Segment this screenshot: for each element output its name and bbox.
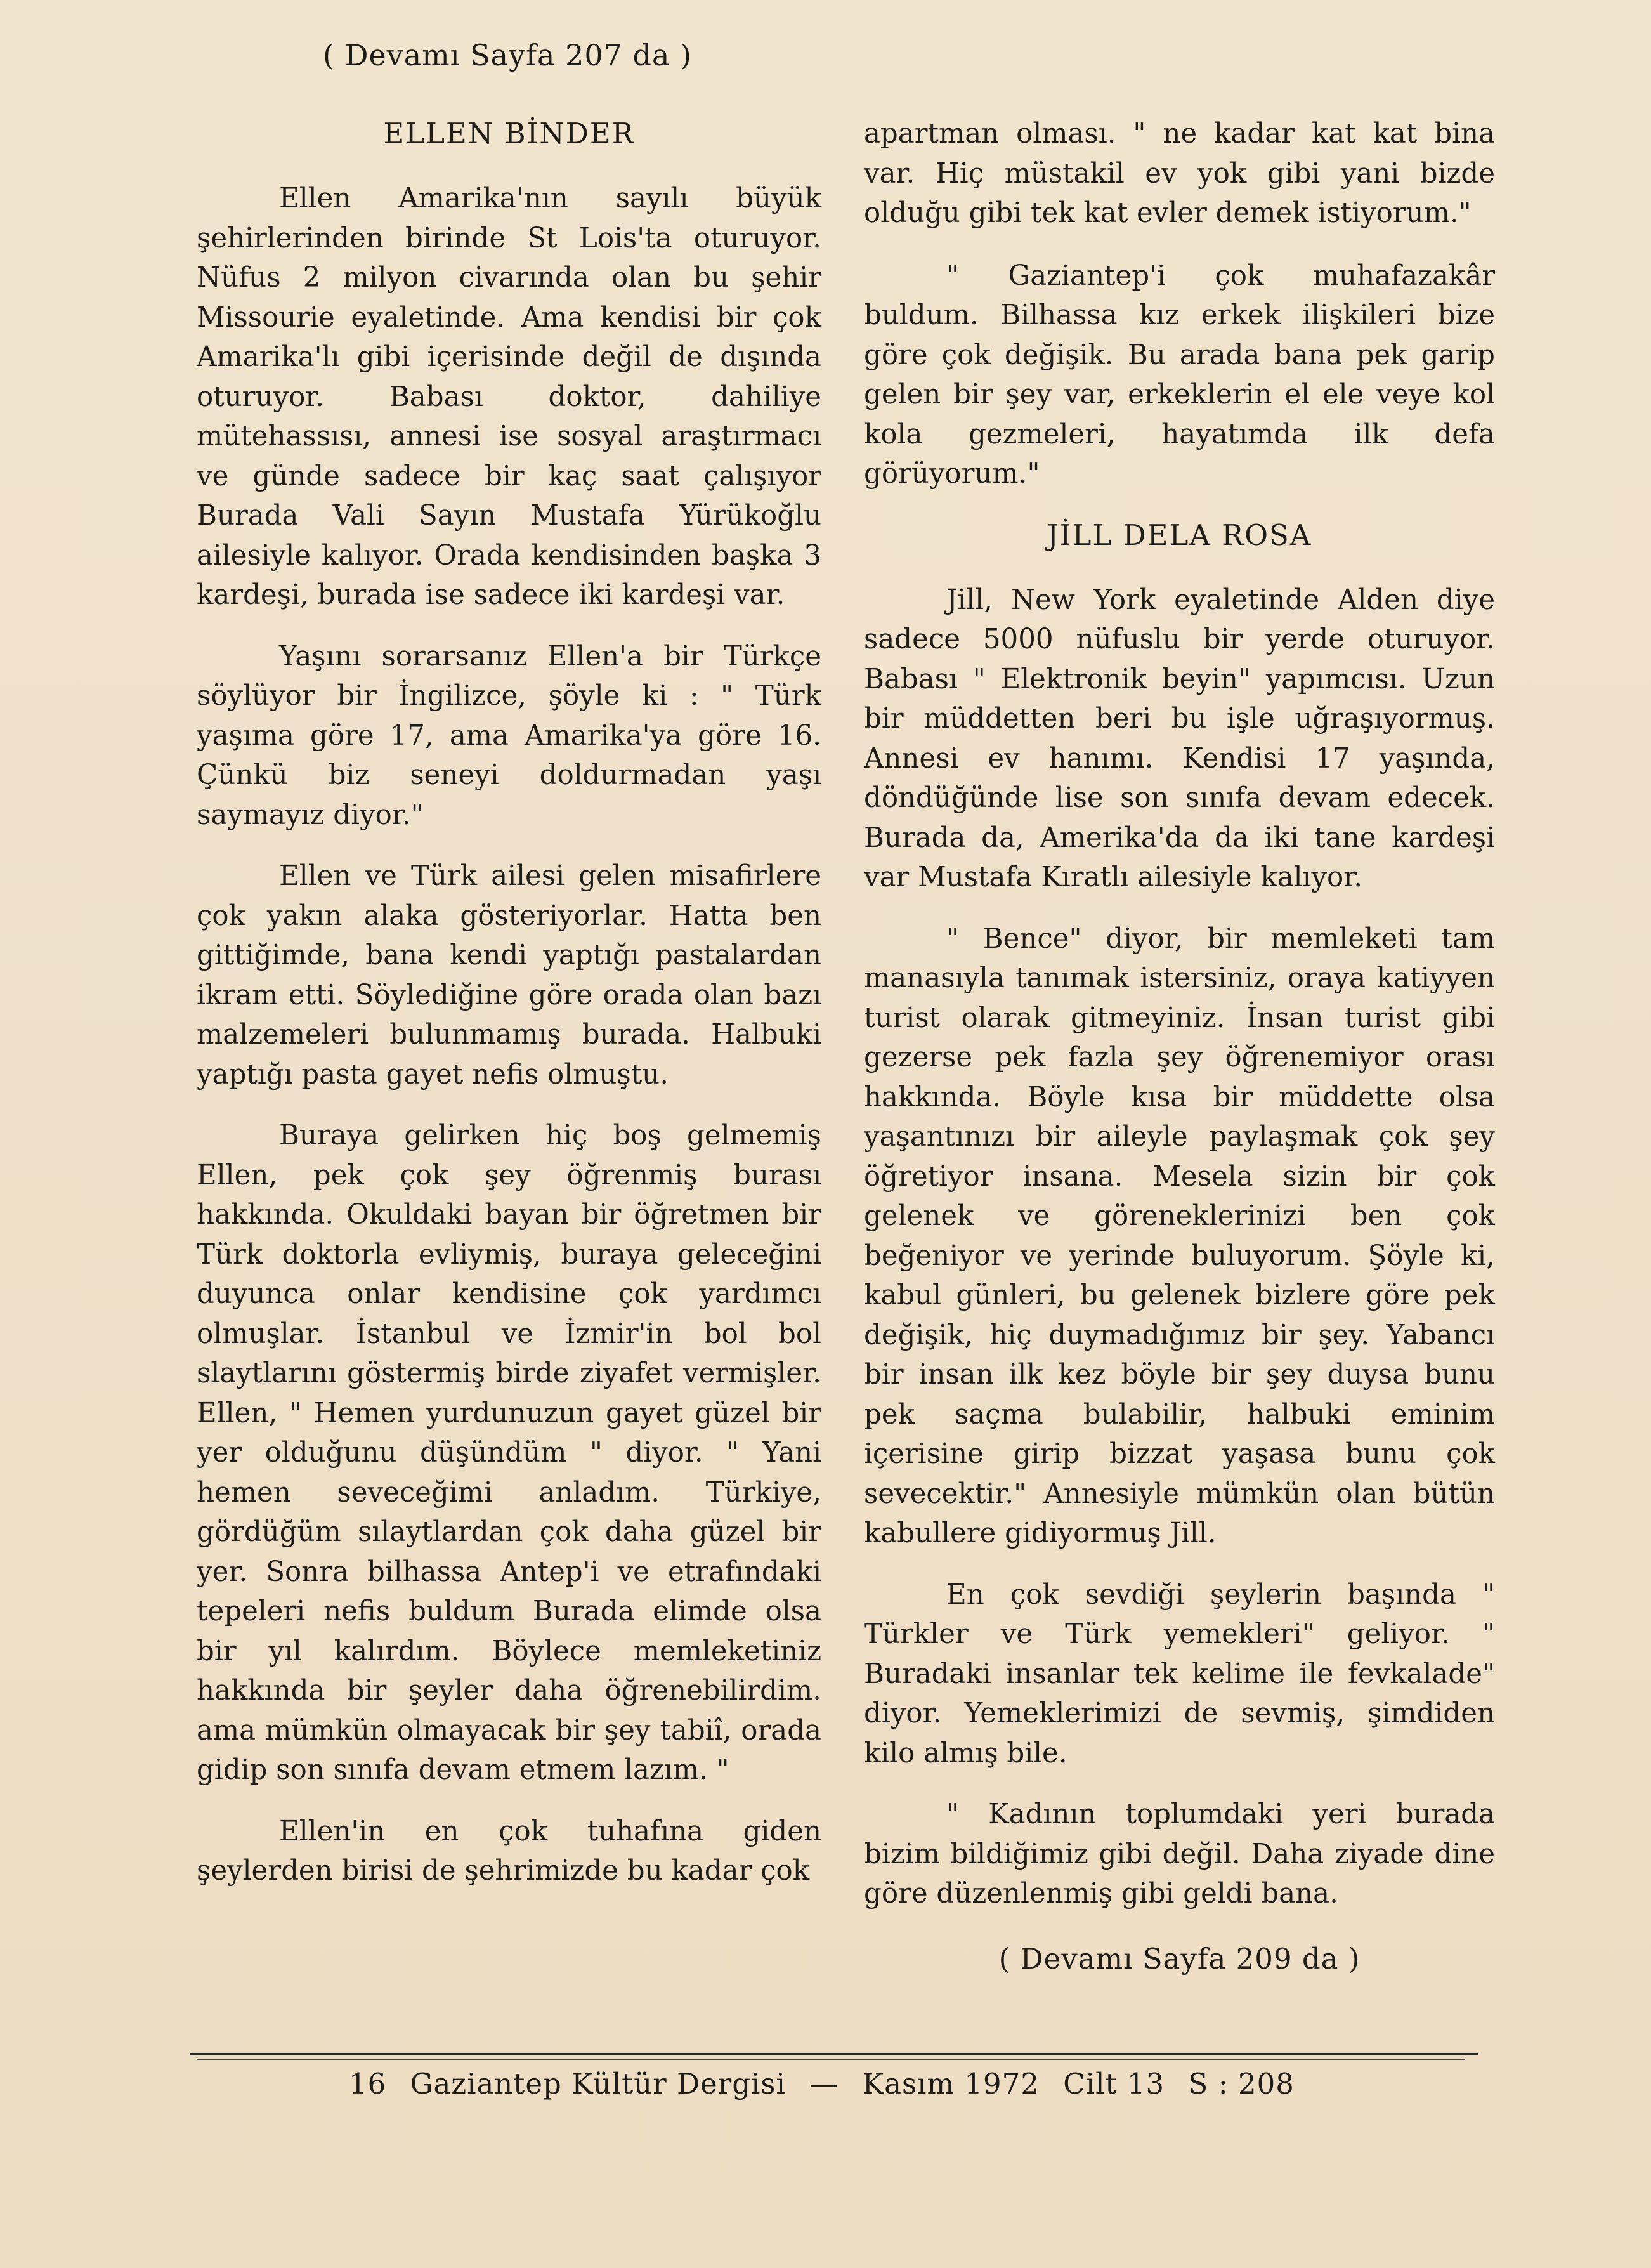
footer-rule-secondary: [197, 2059, 1465, 2060]
paragraph: Buraya gelirken hiç boş gelmemiş Ellen, pek çok şey öğrenmiş burası hakkında. Okuldaki bayan bir öğretmen bir Türk doktorla evliymiş, buraya geleceğini duyunca onlar kendisine çok yardımcı olmuşlar. İstanbul ve İzmir'in bol bol slaytlarını göstermiş birde ziyafet vermişler. Ellen, " Hemen yurdunuzun gayet güzel bir yer olduğunu düşündüm " diyor. " Yani hemen seveceğimi anladım. Türkiye, gördüğüm sılaytlardan çok daha güzel bir yer. Sonra bilhassa Antep'i ve etrafındaki tepeleri nefis buldum Burada elimde olsa bir yıl kalırdım. Böylece memleketiniz hakkında bir şeyler daha öğrenebilirdim. ama mümkün olmayacak bir şey tabiî, orada gidip son sınıfa devam etmem lazım. ": [197, 1120, 821, 1786]
continued-from-note: ( Devamı Sayfa 207 da ): [323, 38, 692, 72]
page-footer: [349, 2067, 1364, 2101]
paragraph: Ellen'in en çok tuhafına giden şeylerden birisi de şehrimizde bu kadar çok: [197, 1815, 821, 1887]
right-column: [864, 114, 1495, 1979]
paragraph: Ellen ve Türk ailesi gelen misafirlere çok yakın alaka gösteriyorlar. Hatta ben gittiğimde, bana kendi yaptığı pastalardan ikram etti. Söylediğine göre orada olan bazı malzemeleri bulunmamış burada. Halbuki yaptığı pasta gayet nefis olmuştu.: [197, 860, 821, 1091]
issue-number: S : 208: [1188, 2067, 1295, 2101]
footer-dash: —: [809, 2067, 839, 2101]
paragraph: Yaşını sorarsanız Ellen'a bir Türkçe söylüyor bir İngilizce, şöyle ki : " Türk yaşıma göre 17, ama Amarika'ya göre 16. Çünkü biz seneyi doldurmadan yaşı saymayız diyor.": [197, 640, 821, 831]
continued-to-note: ( Devamı Sayfa 209 da ): [998, 1941, 1361, 1976]
paragraph: Jill, New York eyaletinde Alden diye sadece 5000 nüfuslu bir yerde oturuyor. Babası " Elektronik beyin" yapımcısı. Uzun bir müddetten beri bu işle uğraşıyormuş. Annesi ev hanımı. Kendisi 17 yaşında, döndüğünde lise son sınıfa devam edecek. Burada da, Amerika'da da iki tane kardeşi var Mustafa Kıratlı ailesiyle kalıyor.: [864, 584, 1495, 893]
paragraph: " Kadının toplumdaki yeri burada bizim bildiğimiz gibi değil. Daha ziyade dine göre düzenlenmiş gibi geldi bana.: [864, 1799, 1495, 1910]
left-column: [197, 114, 821, 1913]
footer-rule: [190, 2053, 1478, 2055]
paragraph: " Gaziantep'i çok muhafazakâr buldum. Bilhassa kız erkek ilişkileri bize göre çok değişik. Bu arada bana pek garip gelen bir şey var, erkeklerin el ele veye kol kola gezmeleri, hayatımda ilk defa görüyorum.": [864, 259, 1495, 490]
issue-date: Kasım 1972: [862, 2067, 1040, 2101]
page-number: 16: [349, 2067, 387, 2101]
paragraph: En çok sevdiği şeylerin başında " Türkler ve Türk yemekleri" geliyor. " Buradaki insanlar tek kelime ile fevkalade" diyor. Yemeklerimizi de sevmiş, şimdiden kilo almış bile.: [864, 1578, 1495, 1769]
publication-name: Gaziantep Kültür Dergisi: [410, 2067, 786, 2101]
paragraph: apartman olması. " ne kadar kat kat bina var. Hiç müstakil ev yok gibi yani bizde olduğu gibi tek kat evler demek istiyorum.": [864, 118, 1495, 229]
paragraph: " Bence" diyor, bir memleketi tam manasıyla tanımak istersiniz, oraya katiyyen turist olarak gitmeyiniz. İnsan turist gibi gezerse pek fazla şey öğrenemiyor orası hakkında. Böyle kısa bir müddette olsa yaşantınızı bir aileyle paylaşmak çok şey öğretiyor insana. Mesela sizin bir çok gelenek ve göreneklerinizi ben çok beğeniyor ve yerinde buluyorum. Şöyle ki, kabul günleri, bu gelenek bizlere göre pek değişik, hiç duymadığımız bir şey. Yabancı bir insan ilk kez böyle bir şey duysa bunu pek saçma bulabilir, halbuki eminim içerisine girip bizzat yaşasa bunu çok sevecektir." Annesiyle mümkün olan bütün kabullere gidiyormuş Jill.: [864, 922, 1495, 1549]
paragraph: Ellen Amarika'nın sayılı büyük şehirlerinden birinde St Lois'ta oturuyor. Nüfus 2 milyon civarında olan bu şehir Missourie eyaletinde. Ama kendisi bir çok Amarika'lı gibi içerisinde değil de dışında oturuyor. Babası doktor, dahiliye mütehassısı, annesi ise sosyal araştırmacı ve günde sadece bir kaç saat çalışıyor Burada Vali Sayın Mustafa Yürükoğlu ailesiyle kalıyor. Orada kendisinden başka 3 kardeşi, burada ise sadece iki kardeşi var.: [197, 183, 821, 611]
article-heading-ellen: ELLEN BİNDER: [383, 117, 635, 150]
article-heading-jill: JİLL DELA ROSA: [1047, 518, 1312, 552]
volume-number: Cilt 13: [1063, 2067, 1165, 2101]
